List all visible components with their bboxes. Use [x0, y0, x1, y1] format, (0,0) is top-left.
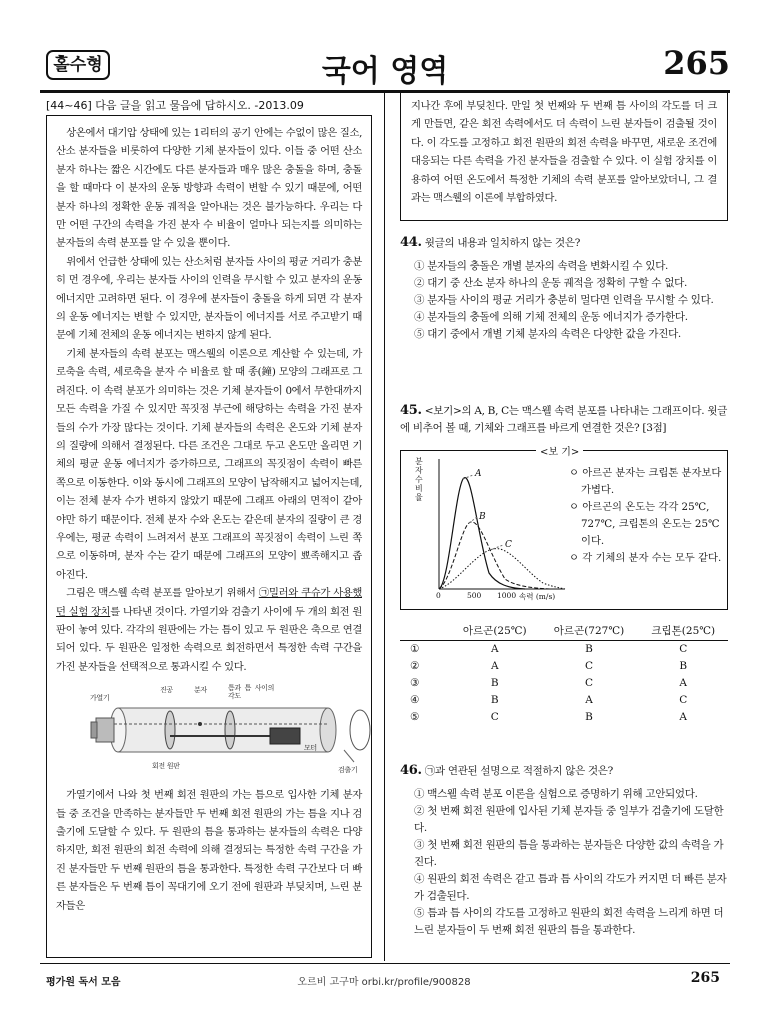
- page-number-top: 265: [663, 44, 730, 82]
- question-46: [400, 762, 728, 939]
- bogi-note: ㅇ 각 기체의 분자 수는 모두 같다.: [569, 552, 722, 564]
- answer-option[interactable]: ③ 첫 번째 회전 원판의 틈을 통과하는 분자들은 다양한 값의 속력을 가진다.: [414, 839, 724, 868]
- answer-option[interactable]: ② 첫 번째 회전 원판에 입사된 기체 분자들 중 일부가 검출기에 도달한다.: [414, 805, 724, 834]
- choice-number: ②: [410, 659, 420, 672]
- passage-text: 를 나타낸 것이다. 가열기와 검출기 사이에 두 개의 회전 원판이 놓여 있다. 각각의 원판에는 가는 틈이 있고 두 원판은 축으로 연결되어 있다. 두 원판은 일정한 속력으로 회전하면서 특정한 속력 구간을 가진 분자들을 선택적으로 통과시킬 수 있다.: [56, 605, 362, 673]
- table-cell: C: [584, 659, 594, 672]
- underlined-reference: ㉠밀러와 쿠슈가 사용했던 실험 장치: [56, 587, 362, 618]
- table-row[interactable]: [400, 640, 728, 657]
- question-45: [400, 402, 728, 437]
- tick-label: 1000: [497, 591, 517, 600]
- passage-paragraph: 상온에서 대기압 상태에 있는 1리터의 공기 안에는 수없이 많은 질소, 산소 분자들을 비롯하여 다양한 기체 분자들이 있다. 이들 중 어떤 산소 분자 하나는 짧은 시간에도 다른 분자들과 매우 많은 충돌을 하며, 충돌을 할 때마다 이 분자의 운동 방향과 속력이 변할 수 있기 때문에, 어떤 분자 하나의 정확한 운동 궤적을 알아내는 것은 불가능하다. 우리는 다만 어떤 구간의 속력을 가진 분자 수 비율이 얼마나 되는지를 의미하는 분자들의 속력 분포를 알 수 있을 뿐이다.: [56, 127, 362, 250]
- question-stem: [400, 762, 728, 780]
- table-cell: A: [490, 659, 499, 672]
- question-stem: [400, 234, 728, 252]
- graph-x-label: 속력 (m/s): [519, 592, 556, 601]
- table-cell: A: [679, 710, 688, 723]
- passage-right: [400, 93, 728, 221]
- question-text: 윗글의 내용과 일치하지 않는 것은?: [424, 237, 581, 249]
- answer-option[interactable]: ② 대기 중 산소 분자 하나의 운동 궤적을 정확히 구할 수 없다.: [414, 277, 688, 289]
- passage-paragraph: [56, 584, 362, 676]
- table-cell: A: [585, 693, 593, 706]
- column-header: [400, 622, 450, 640]
- table-cell: C: [679, 693, 688, 706]
- figure-label-motor: 모터: [304, 744, 317, 753]
- figure-label-gap-angle: 틈과 틈 사이의 각도: [228, 684, 274, 701]
- table-cell: B: [490, 676, 499, 689]
- page-header: [40, 44, 730, 90]
- table-cell: C: [584, 676, 594, 689]
- footer-source: 오르비 고구마 orbi.kr/profile/900828: [297, 977, 471, 988]
- figure-label-disk: 회전 원판: [152, 762, 180, 771]
- column-divider: [384, 93, 385, 961]
- footer-collection-title: 평가원 독서 모음: [46, 977, 121, 988]
- answer-option[interactable]: ⑤ 틈과 틈 사이의 각도를 고정하고 원판의 회전 속력을 느리게 하면 더 느린 분자들이 두 번째 회전 원판의 틈을 통과한다.: [414, 907, 724, 936]
- table-cell: B: [585, 710, 593, 723]
- figure-label-heater: 가열기: [90, 694, 110, 703]
- subject-title: 국어 영역: [321, 54, 449, 89]
- answer-choice-table: [400, 622, 728, 725]
- column-header: 아르곤(727℃): [540, 622, 639, 640]
- graph-y-label: 분자 수 비율: [415, 457, 423, 502]
- tick-label: 500: [467, 591, 482, 600]
- choice-number: ④: [410, 693, 420, 706]
- column-header: 크립톤(25℃): [638, 622, 728, 640]
- table-cell: B: [679, 659, 688, 672]
- question-number: 45.: [400, 403, 422, 418]
- table-row[interactable]: [400, 674, 728, 691]
- question-set-instruction: [44~46] 다음 글을 읽고 물음에 답하시오. -2013.09: [46, 99, 304, 112]
- answer-option[interactable]: ⑤ 대기 중에서 개별 기체 분자의 속력은 다양한 값을 가진다.: [414, 328, 681, 340]
- footer-rule: [40, 963, 730, 964]
- passage-paragraph: 위에서 언급한 상태에 있는 산소처럼 분자들 사이의 평균 거리가 충분히 먼 경우에, 우리는 분자들 사이의 인력을 무시할 수 있고 분자의 운동 에너지만 고려하면 된다. 이 경우에 분자들이 충돌을 하게 되면 각 분자의 운동 에너지는 변할 수 있지만, 분자들이 에너지를 서로 주고받기 때문에 기체 전체의 운동 에너지는 변하지 않게 된다.: [56, 255, 362, 342]
- passage-text: 그림은 맥스웰 속력 분포를 알아보기 위해서: [66, 587, 259, 600]
- bogi-box: [400, 447, 728, 610]
- figure-label-detector: 검출기: [338, 766, 358, 775]
- tick-label: 0: [436, 591, 441, 600]
- question-text: ㉠과 연관된 설명으로 적절하지 않은 것은?: [424, 765, 613, 777]
- column-header: 아르곤(25℃): [450, 622, 540, 640]
- page-number-bottom: 265: [690, 970, 720, 986]
- answer-option[interactable]: ① 분자들의 충돌은 개별 분자의 속력을 변화시킬 수 있다.: [414, 260, 669, 272]
- choice-number: ③: [410, 676, 420, 689]
- passage-left: [46, 115, 372, 958]
- question-44: [400, 234, 728, 343]
- table-cell: A: [490, 642, 499, 655]
- experiment-apparatus-figure: [90, 684, 372, 776]
- table-row[interactable]: [400, 708, 728, 725]
- table-cell: C: [490, 710, 499, 723]
- answer-option[interactable]: ③ 분자들 사이의 평균 거리가 충분히 멀다면 인력을 무시할 수 있다.: [414, 294, 714, 306]
- question-text: <보기>의 A, B, C는 맥스웰 속력 분포를 나타내는 그래프이다. 윗글에 비추어 볼 때, 기체와 그래프를 바르게 연결한 것은? [3점]: [400, 405, 728, 434]
- exam-type-badge: 홀수형: [46, 50, 110, 80]
- figure-label-molecule: 분자: [194, 686, 207, 695]
- passage-paragraph: 가열기에서 나와 첫 번째 회전 원판의 가는 틈으로 입사한 기체 분자들 중 조건을 만족하는 분자들만 두 번째 회전 원판의 가는 틈을 지나 검출기에 도달할 수 있다. 두 원판의 틈을 통과하는 분자들의 속력은 다양하지만, 회전 원판의 회전 속력에 의해 결정되는 특정한 속력 구간을 가진 분자들만 두 번째 원판의 틈을 통과한다. 특정한 속력 구간보다 더 빠른 분자들은 두 번째 틈이 꼭대기에 오기 전에 원판과 부딪치며, 느린 분자들은: [56, 789, 362, 912]
- bogi-notes: [569, 465, 723, 567]
- curve-label-b: B: [479, 512, 486, 522]
- figure-label-vacuum: 진공: [160, 686, 173, 695]
- answer-option[interactable]: ④ 분자들의 충돌에 의해 기체 전체의 운동 에너지가 증가한다.: [414, 311, 688, 323]
- bogi-title: <보 기>: [536, 443, 583, 458]
- choice-number: ⑤: [410, 710, 420, 723]
- table-cell: B: [490, 693, 499, 706]
- table-row[interactable]: [400, 657, 728, 674]
- passage-paragraph: 지나간 후에 부딪친다. 만일 첫 번째와 두 번째 틈 사이의 각도를 더 크게 만들면, 같은 회전 속력에서도 더 속력이 느린 분자들이 검출될 것이다. 이 각도를 고정하고 회전 원판의 회전 속력을 바꾸면, 새로운 조건에 대응되는 다른 속력을 가진 분자들을 검출할 수 있다. 이 실험 장치를 이용하여 어떤 온도에서 특정한 기체의 속력 분포를 알아보았더니, 그 결과는 맥스웰의 이론에 부합하였다.: [411, 100, 717, 205]
- table-cell: B: [585, 642, 593, 655]
- curve-c: [439, 549, 565, 589]
- bogi-note: ㅇ 아르곤의 온도는 각각 25℃, 727℃, 크립톤의 온도는 25℃이다.: [569, 501, 720, 547]
- table-row[interactable]: [400, 691, 728, 708]
- question-number: 44.: [400, 235, 422, 250]
- answer-option[interactable]: ① 맥스웰 속력 분포 이론을 실험으로 증명하기 위해 고안되었다.: [414, 788, 698, 800]
- answer-option[interactable]: ④ 원판의 회전 속력은 같고 틈과 틈 사이의 각도가 커지면 더 빠른 분자가 검출된다.: [414, 873, 727, 902]
- passage-paragraph: 기체 분자들의 속력 분포는 맥스웰의 이론으로 계산할 수 있는데, 가로축을 속력, 세로축을 분자 수 비율로 할 때 종(鐘) 모양의 그래프로 그려진다. 이 속력 분포가 의미하는 것은 기체 분자들이 0에서 무한대까지 모든 속력을 가질 수 있지만 꼭짓점 부근에 해당하는 속력을 가진 분자들의 수가 가장 많다는 것이다. 기체 분자들의 속력은 온도와 기체 분자의 질량에 의해서 결정된다. 다른 조건은 그대로 두고 온도만 올리면 기체의 평균 운동 에너지가 증가하므로, 그래프의 꼭짓점이 속력이 빠른 쪽으로 이동한다. 이와 동시에 그래프의 모양이 납작해지고 넓어지는데, 이는 전체 분자 수가 변하지 않았기 때문에 그래프 아래의 면적이 같아야만 하기 때문이다. 전체 분자 수와 온도는 같은데 분자의 질량이 큰 경우에는, 평균 속력이 느려져서 분포 그래프의 꼭짓점이 속력이 느린 쪽으로 이동하며, 분자 수는 같기 때문에 그래프의 모양이 뾰족해지고 좁아진다.: [56, 347, 362, 581]
- curve-label-c: C: [505, 540, 512, 550]
- curve-label-a: A: [475, 469, 482, 479]
- question-number: 46.: [400, 763, 422, 778]
- table-cell: C: [679, 642, 688, 655]
- speed-distribution-graph: [405, 453, 570, 611]
- choice-number: ①: [410, 642, 420, 655]
- table-cell: A: [679, 676, 688, 689]
- table-header-row: [400, 622, 728, 640]
- bogi-note: ㅇ 아르곤 분자는 크립톤 분자보다 가볍다.: [569, 467, 722, 496]
